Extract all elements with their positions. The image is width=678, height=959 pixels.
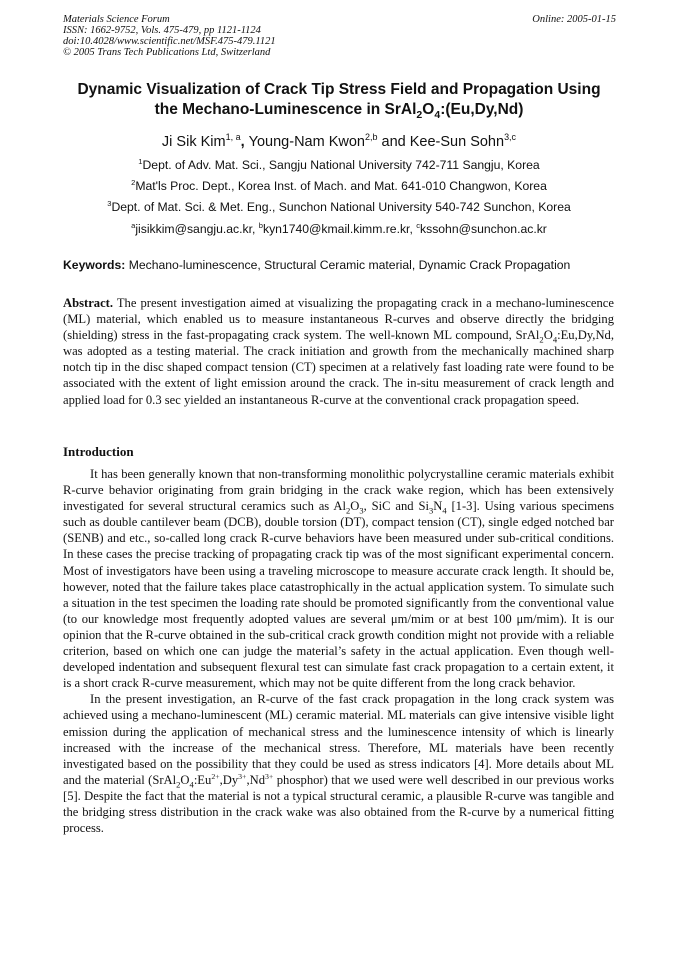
abstract — [63, 295, 614, 408]
superscript: 2+ — [211, 771, 220, 781]
author-list — [40, 133, 638, 151]
affiliation-2 — [40, 179, 638, 194]
abstract-text: :Eu,Dy,Nd, was adopted as a testing material. The crack initiation and growth from the mechanically machined sharp notch tip in the disc shaped compact tension (CT) specimen at a relatively fast loading rate were found to be associated with the extent of light emission around the crack. The in-situ measurement of crack length and applied load for 0.3 sec yielded an instantaneous R-curve at the conventional crack propagation speed. — [63, 328, 614, 407]
email-mark: a — [131, 220, 136, 230]
abstract-label: Abstract. — [63, 296, 114, 310]
author-separator: and — [377, 134, 410, 150]
paragraph-text: :Eu — [193, 772, 212, 787]
affiliation-text: Dept. of Adv. Mat. Sci., Sangju National University 742-711 Sangju, Korea — [142, 158, 540, 172]
affiliation-3 — [40, 200, 638, 215]
email-mark: b — [258, 220, 263, 230]
title-text: :(Eu,Dy,Nd) — [440, 101, 524, 118]
author-name: Young-Nam Kwon — [248, 134, 365, 150]
paragraph-text: O — [350, 499, 360, 514]
introduction-heading: Introduction — [63, 444, 134, 459]
author-affiliation-mark: 3,c — [504, 132, 517, 143]
title-text: O — [422, 101, 435, 118]
affiliation-number: 1 — [138, 156, 143, 166]
affiliation-1 — [40, 158, 638, 173]
paragraph-text: It has been generally known that non-transforming monolithic polycrystalline ceramic materials exhibit R-curve behavior originating from grain bridging in the crack wake region, which has been extensively investigated for several structural ceramics such as Al — [63, 467, 614, 514]
keywords — [63, 258, 623, 273]
paragraph-text: N — [433, 499, 443, 514]
author-name: Ji Sik Kim — [161, 134, 226, 150]
issn-line: ISSN: 1662-9752, Vols. 475-479, pp 1121-1124 — [63, 25, 261, 36]
paper-title — [50, 80, 628, 120]
journal-name: Materials Science Forum — [63, 14, 170, 25]
affiliation-number: 3 — [107, 198, 112, 208]
affiliation-number: 2 — [131, 177, 136, 187]
abstract-text: O — [543, 328, 553, 343]
keywords-text: Mechano-luminescence, Structural Ceramic material, Dynamic Crack Propagation — [125, 258, 571, 272]
subscript: 2 — [345, 505, 351, 516]
copyright-line: © 2005 Trans Tech Publications Ltd, Switzerland — [63, 47, 271, 58]
paragraph-text: [1-3]. Using various specimens such as double cantilever beam (DCB), double torsion (DT), compact tension (CT), single edged notched bar (SENB) and etc., so-called long crack R-curve behaviors have been measured under sub-critical conditions. In these cases the precise tracking of propagating crack tip was of the most significant experimental concern. Most of investigators have been using a traveling microscope to measure accurate crack length. It should be, however, noted that the failure takes place catastrophically in the actual application system. To simulate such a situation in the test specimen the loading rate should be promoted significantly from the conventional value (to our knowledge most frequently adopted values are several μm/mim or at best 100 μm/mim). It is our opinion that the R-curve obtained in the sub-critical crack growth condition might not provide with a reliable criterion, based on which one can judge the material’s safety in the actual application. Even though well-developed indentation and subsequent flexural test can simulate fast crack propagation to a certain extent, it is a short crack R-curve measurement, which may not be quite different from the long crack behavior. — [63, 499, 614, 691]
paragraph-text: O — [180, 772, 190, 787]
introduction-paragraph-2 — [63, 691, 614, 836]
subscript: 4 — [189, 779, 194, 790]
title-subscript: 2 — [416, 109, 423, 122]
abstract-text: The present investigation aimed at visualizing the propagating crack in a mechano-luminescence (ML) material, which enabled us to measure instantaneous R-curves and observe directly the bridging (shielding) stress in the fast-propagating crack system. The well-known ML compound, SrAl — [63, 296, 614, 343]
keywords-label: Keywords: — [63, 258, 126, 272]
doi-line[interactable]: doi:10.4028/www.scientific.net/MSF.475-479.1121 — [63, 36, 276, 47]
online-date: Online: 2005-01-15 — [532, 14, 616, 25]
subscript: 4 — [442, 505, 447, 516]
title-line-2 — [50, 100, 628, 120]
title-line-1: Dynamic Visualization of Crack Tip Stress Field and Propagation Using — [77, 81, 601, 98]
author-emails — [40, 222, 638, 237]
author-affiliation-mark: 2,b — [364, 132, 378, 143]
email-address[interactable]: kyn1740@kmail.kimm.re.kr, — [262, 222, 417, 236]
subscript: 3 — [428, 505, 434, 516]
introduction-paragraph-1 — [63, 466, 614, 691]
affiliation-text: Dept. of Mat. Sci. & Met. Eng., Sunchon National University 540-742 Sunchon, Korea — [111, 200, 571, 214]
author-name: Kee-Sun Sohn — [409, 134, 505, 150]
affiliation-text: Mat'ls Proc. Dept., Korea Inst. of Mach. and Mat. 641-010 Changwon, Korea — [135, 179, 547, 193]
paragraph-text: ,Dy — [219, 772, 239, 787]
email-address[interactable]: kssohn@sunchon.ac.kr — [420, 222, 547, 236]
paragraph-text: , SiC and Si — [363, 499, 429, 514]
title-subscript: 4 — [434, 109, 441, 122]
abstract-subscript: 4 — [552, 334, 558, 345]
paragraph-text: In the present investigation, an R-curve of the fast crack propagation in the long crack system was achieved using a mechano-luminescent (ML) ceramic material. ML materials can give intensive visible light emission during the application of mechanical stress and the luminescence intensity of which is linearly increased with the increase of the mechanical stress. Therefore, ML materials have been recently investigated based on the possibility that they could be used as stress indicators [4]. More details about ML and the material (SrAl — [63, 692, 614, 787]
author-affiliation-mark: 1, a — [225, 132, 241, 143]
introduction-body — [63, 466, 614, 836]
paragraph-text: ,Nd — [246, 772, 265, 787]
author-separator: , — [240, 134, 249, 150]
paragraph-text: phosphor) that we used were well described in our previous works [5]. Despite the fact that the material is not a typical structural ceramic, a plausible R-curve was tangible and the bridging stress distribution in the crack wake was also obtained from the R-curve by a numerical fitting process. — [63, 772, 614, 836]
superscript: 3+ — [265, 771, 274, 781]
email-mark: c — [416, 220, 420, 230]
subscript: 2 — [176, 779, 181, 790]
journal-header — [63, 14, 616, 58]
title-text: the Mechano-Luminescence in SrAl — [154, 101, 417, 118]
abstract-subscript: 2 — [539, 334, 544, 345]
email-address[interactable]: jisikkim@sangju.ac.kr, — [135, 222, 259, 236]
superscript: 3+ — [238, 771, 247, 781]
subscript: 3 — [359, 505, 364, 516]
